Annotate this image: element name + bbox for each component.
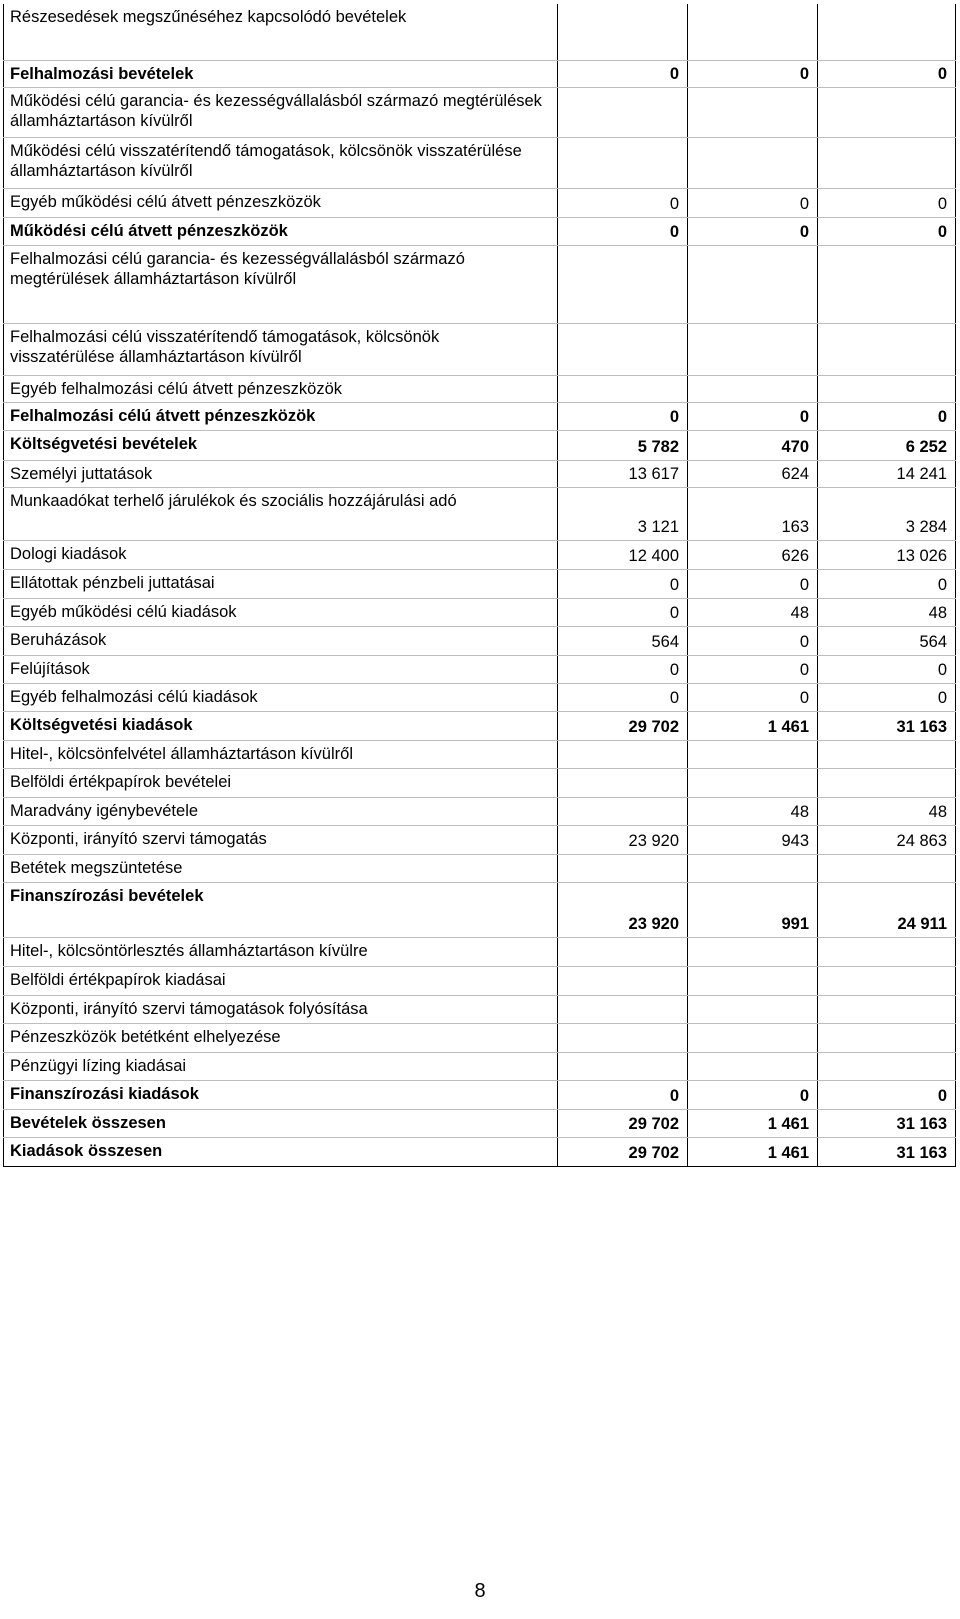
row-label: Központi, irányító szervi támogatás — [4, 825, 558, 854]
table-row — [4, 854, 956, 882]
value-cell: 0 — [688, 188, 818, 217]
row-label: Egyéb felhalmozási célú kiadások — [4, 683, 558, 711]
value-cell: 0 — [818, 60, 956, 87]
value-cell — [558, 995, 688, 1023]
value-cell — [688, 1052, 818, 1080]
value-cell: 0 — [558, 598, 688, 626]
table-row — [4, 797, 956, 825]
table-row — [4, 1109, 956, 1137]
row-label: Költségvetési kiadások — [4, 711, 558, 740]
value-cell: 48 — [818, 598, 956, 626]
row-label: Egyéb felhalmozási célú átvett pénzeszközök — [4, 375, 558, 402]
value-cell: 0 — [818, 1080, 956, 1109]
table-row — [4, 937, 956, 966]
value-cell — [688, 966, 818, 995]
row-label: Maradvány igénybevétele — [4, 797, 558, 825]
value-cell: 0 — [558, 569, 688, 598]
table-row — [4, 460, 956, 487]
value-cell — [688, 854, 818, 882]
value-cell: 13 617 — [558, 460, 688, 487]
value-cell — [818, 87, 956, 137]
value-cell: 24 863 — [818, 825, 956, 854]
value-cell: 23 920 — [558, 825, 688, 854]
table-row — [4, 540, 956, 569]
value-cell — [688, 137, 818, 188]
value-cell: 0 — [558, 402, 688, 430]
value-cell: 31 163 — [818, 1109, 956, 1137]
value-cell — [558, 854, 688, 882]
value-cell: 48 — [818, 797, 956, 825]
value-cell — [558, 245, 688, 323]
row-label: Személyi juttatások — [4, 460, 558, 487]
value-cell: 0 — [818, 188, 956, 217]
row-label: Hitel-, kölcsönfelvétel államháztartáson kívülről — [4, 740, 558, 768]
value-cell: 31 163 — [818, 711, 956, 740]
value-cell — [558, 1023, 688, 1052]
row-label: Felhalmozási célú visszatérítendő támogatások, kölcsönök visszatérülése államháztartáson kívülről — [4, 323, 558, 375]
value-cell: 5 782 — [558, 430, 688, 460]
table-row — [4, 1052, 956, 1080]
value-cell — [688, 375, 818, 402]
value-cell: 0 — [688, 402, 818, 430]
value-cell — [688, 245, 818, 323]
budget-table — [3, 4, 956, 1167]
value-cell: 0 — [688, 683, 818, 711]
row-label: Betétek megszüntetése — [4, 854, 558, 882]
value-cell: 0 — [558, 60, 688, 87]
value-cell — [818, 323, 956, 375]
value-cell: 0 — [818, 569, 956, 598]
table-row — [4, 323, 956, 375]
value-cell — [558, 4, 688, 60]
table-row — [4, 569, 956, 598]
row-label: Felújítások — [4, 655, 558, 683]
row-label: Pénzeszközök betétként elhelyezése — [4, 1023, 558, 1052]
value-cell: 12 400 — [558, 540, 688, 569]
value-cell: 48 — [688, 598, 818, 626]
value-cell: 0 — [818, 217, 956, 245]
value-cell — [818, 137, 956, 188]
value-cell: 0 — [558, 655, 688, 683]
value-cell: 943 — [688, 825, 818, 854]
row-label: Egyéb működési célú átvett pénzeszközök — [4, 188, 558, 217]
value-cell: 0 — [688, 569, 818, 598]
value-cell: 1 461 — [688, 711, 818, 740]
table-row — [4, 768, 956, 797]
value-cell: 626 — [688, 540, 818, 569]
value-cell: 470 — [688, 430, 818, 460]
value-cell: 13 026 — [818, 540, 956, 569]
value-cell: 24 911 — [818, 882, 956, 937]
table-row — [4, 1137, 956, 1166]
table-row — [4, 4, 956, 60]
table-row — [4, 740, 956, 768]
value-cell — [818, 740, 956, 768]
value-cell — [818, 1052, 956, 1080]
row-label: Bevételek összesen — [4, 1109, 558, 1137]
value-cell: 29 702 — [558, 711, 688, 740]
table-row — [4, 1080, 956, 1109]
value-cell — [558, 740, 688, 768]
value-cell: 564 — [818, 626, 956, 655]
value-cell: 163 — [688, 487, 818, 540]
value-cell: 0 — [558, 1080, 688, 1109]
table-row — [4, 217, 956, 245]
value-cell — [818, 966, 956, 995]
value-cell — [818, 4, 956, 60]
value-cell — [818, 375, 956, 402]
value-cell — [558, 323, 688, 375]
value-cell — [818, 854, 956, 882]
row-label: Részesedések megszűnéséhez kapcsolódó bevételek — [4, 4, 558, 60]
value-cell — [818, 245, 956, 323]
table-row — [4, 825, 956, 854]
table-row — [4, 430, 956, 460]
value-cell: 31 163 — [818, 1137, 956, 1166]
value-cell — [688, 937, 818, 966]
value-cell: 0 — [818, 683, 956, 711]
row-label: Felhalmozási célú garancia- és kezességvállalásból származó megtérülések államháztartáson kívülről — [4, 245, 558, 323]
row-label: Ellátottak pénzbeli juttatásai — [4, 569, 558, 598]
value-cell: 624 — [688, 460, 818, 487]
table-row — [4, 882, 956, 937]
table-row — [4, 245, 956, 323]
value-cell: 0 — [688, 626, 818, 655]
value-cell: 3 284 — [818, 487, 956, 540]
table-body — [4, 4, 956, 1166]
value-cell — [558, 1052, 688, 1080]
value-cell: 1 461 — [688, 1137, 818, 1166]
value-cell: 0 — [688, 1080, 818, 1109]
row-label: Költségvetési bevételek — [4, 430, 558, 460]
value-cell: 6 252 — [818, 430, 956, 460]
value-cell: 0 — [558, 188, 688, 217]
value-cell: 564 — [558, 626, 688, 655]
row-label: Felhalmozási célú átvett pénzeszközök — [4, 402, 558, 430]
value-cell — [558, 937, 688, 966]
value-cell: 0 — [688, 60, 818, 87]
table-row — [4, 137, 956, 188]
value-cell — [818, 937, 956, 966]
table-row — [4, 655, 956, 683]
table-row — [4, 87, 956, 137]
value-cell — [818, 1023, 956, 1052]
table-row — [4, 626, 956, 655]
row-label: Belföldi értékpapírok kiadásai — [4, 966, 558, 995]
value-cell — [688, 995, 818, 1023]
value-cell: 0 — [558, 217, 688, 245]
value-cell: 29 702 — [558, 1109, 688, 1137]
value-cell: 0 — [688, 217, 818, 245]
value-cell: 991 — [688, 882, 818, 937]
value-cell: 0 — [558, 683, 688, 711]
value-cell — [558, 137, 688, 188]
row-label: Központi, irányító szervi támogatások folyósítása — [4, 995, 558, 1023]
table-row — [4, 487, 956, 540]
row-label: Hitel-, kölcsöntörlesztés államháztartáson kívülre — [4, 937, 558, 966]
table-row — [4, 1023, 956, 1052]
table-row — [4, 966, 956, 995]
value-cell: 0 — [818, 402, 956, 430]
table-row — [4, 995, 956, 1023]
value-cell — [558, 768, 688, 797]
value-cell — [818, 995, 956, 1023]
value-cell: 1 461 — [688, 1109, 818, 1137]
row-label: Pénzügyi lízing kiadásai — [4, 1052, 558, 1080]
row-label: Működési célú visszatérítendő támogatások, kölcsönök visszatérülése államháztartáson kívülről — [4, 137, 558, 188]
value-cell — [688, 768, 818, 797]
row-label: Egyéb működési célú kiadások — [4, 598, 558, 626]
table-row — [4, 188, 956, 217]
value-cell: 48 — [688, 797, 818, 825]
value-cell — [688, 1023, 818, 1052]
row-label: Kiadások összesen — [4, 1137, 558, 1166]
value-cell: 3 121 — [558, 487, 688, 540]
value-cell — [558, 797, 688, 825]
row-label: Finanszírozási kiadások — [4, 1080, 558, 1109]
row-label: Működési célú átvett pénzeszközök — [4, 217, 558, 245]
table-row — [4, 711, 956, 740]
row-label: Felhalmozási bevételek — [4, 60, 558, 87]
row-label: Finanszírozási bevételek — [4, 882, 558, 937]
page-number: 8 — [474, 1580, 486, 1602]
value-cell — [558, 375, 688, 402]
row-label: Munkaadókat terhelő járulékok és szociális hozzájárulási adó — [4, 487, 558, 540]
value-cell — [818, 768, 956, 797]
value-cell: 29 702 — [558, 1137, 688, 1166]
row-label: Beruházások — [4, 626, 558, 655]
row-label: Belföldi értékpapírok bevételei — [4, 768, 558, 797]
table-row — [4, 598, 956, 626]
table-row — [4, 683, 956, 711]
value-cell — [688, 323, 818, 375]
value-cell: 23 920 — [558, 882, 688, 937]
table-row — [4, 402, 956, 430]
value-cell: 0 — [818, 655, 956, 683]
value-cell — [558, 966, 688, 995]
value-cell — [688, 740, 818, 768]
value-cell — [688, 4, 818, 60]
value-cell — [688, 87, 818, 137]
value-cell — [558, 87, 688, 137]
table-row — [4, 60, 956, 87]
value-cell: 0 — [688, 655, 818, 683]
row-label: Dologi kiadások — [4, 540, 558, 569]
table-row — [4, 375, 956, 402]
row-label: Működési célú garancia- és kezességvállalásból származó megtérülések államháztartáson kívülről — [4, 87, 558, 137]
value-cell: 14 241 — [818, 460, 956, 487]
